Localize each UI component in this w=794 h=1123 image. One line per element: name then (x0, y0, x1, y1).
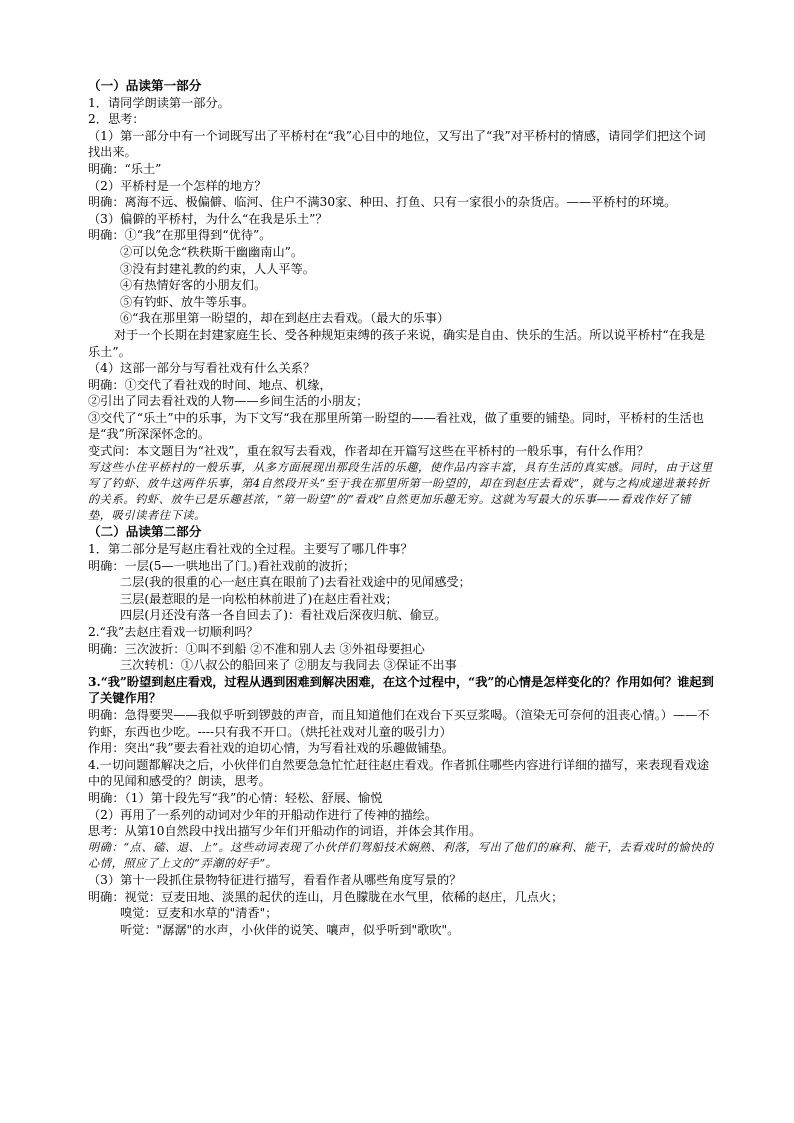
answer: 明确：（1）第十段先写“我”的心情：轻松、舒展、愉悦 (88, 790, 383, 805)
answer: 明确：视觉：豆麦田地、淡黑的起伏的连山，月色朦胧在水气里，依稀的赵庄，几点火； (88, 889, 564, 904)
question: 2.“我”去赵庄看戏一切顺利吗？ (88, 625, 259, 640)
question: 4.一切问题都解决之后，小伙伴们自然要急急忙忙赶往赵庄看戏。作者抓住哪些内容进行详细的描写，来表现看戏途中的见闻和感受的？朗读，思考。 (88, 757, 710, 789)
list-item: ④有热情好客的小朋友们。 (120, 278, 267, 293)
list-item: 二层(我的很重的心一赵庄真在眼前了)去看社戏途中的见闻感受； (120, 575, 471, 590)
answer: 明确：“乐土” (88, 161, 162, 176)
question: （3）第十一段抓住景物特征进行描写，看看作者从哪些角度写景的？ (88, 873, 462, 888)
list-item: ⑤有钓虾、放牛等乐事。 (120, 294, 255, 309)
question: （1）第一部分中有一个词既写出了平桥村在“我”心目中的地位，又写出了“我”对平桥村的情感，请同学们把这个词找出来。 (88, 128, 706, 160)
section-heading: （二）品读第二部分 (88, 524, 202, 540)
list-item: 四层(月还没有落一各自回去了)：看社戏后深夜归航、偷豆。 (120, 608, 447, 623)
answer: 作用：突出“我”要去看社戏的迫切心情，为写看社戏的乐趣做铺垫。 (88, 741, 454, 756)
answer: （2）再用了一系列的动词对少年的开船动作进行了传神的描绘。 (88, 807, 438, 822)
document-page (88, 78, 714, 939)
answer: 明确：离海不远、极偏僻、临河、住户不满30家、种田、打鱼、只有一家很小的杂货店。——平桥村的环境。 (88, 195, 677, 210)
section-heading: （一）品读第一部分 (88, 78, 202, 93)
question: 3.“我”盼望到赵庄看戏，过程从遇到困难到解决困难，在这个过程中，“我”的心情是怎样变化的？作用如何？谁起到了关键作用？ (88, 674, 714, 706)
list-item: ⑥“我在那里第一盼望的，却在到赵庄去看戏。（最大的乐事） (120, 311, 450, 326)
paragraph: 对于一个长期在封建家庭生长、受各种规矩束缚的孩子来说，确实是自由、快乐的生活。所以说平桥村“在我是乐土”。 (88, 327, 706, 359)
answer: 明确：急得要哭——我似乎听到锣鼓的声音，而且知道他们在戏台下买豆浆喝。（渲染无可奈何的沮丧心情。）——不钓虾，东西也少吃。----只有我不开口。（烘托社戏对儿童的吸引力） (88, 708, 710, 739)
question: 变式问：本文题目为“社戏”，重在叙写去看戏，作者却在开篇写这些在平桥村的一般乐事，有什么作用？ (88, 444, 649, 459)
handwritten-answer: 明确：“点、磕、退、上”。这些动词表现了小伙伴们驾船技术娴熟、利落，写出了他们的麻利、能干，去看戏时的愉快的心情，照应了上文的“弄潮的好手”。 (88, 840, 714, 870)
question: （2）平桥村是一个怎样的地方？ (88, 178, 267, 193)
answer: 听觉："潺潺"的水声，小伙伴的说笑、嚷声，似乎听到"歌吹"。 (120, 922, 460, 937)
question: 1．第二部分是写赵庄看社戏的全过程。主要写了哪几件事？ (88, 542, 413, 557)
answer: ②引出了同去看社戏的人物——乡间生活的小朋友； (88, 394, 369, 409)
paragraph: 1．请同学朗读第一部分。 (88, 95, 230, 110)
handwritten-answer: 写这些小住平桥村的一般乐事，从多方面展现出那段生活的乐趣，使作品内容丰富，具有生活的真实感。同时，由于这里写了钓虾、放牛这两件乐事，第4自然段开头“至于我在那里所第一盼望的，却在到赵庄去看戏”，就与之构成递进兼转折的关系。钓虾、放牛已是乐趣甚浓，“第一盼望”的“看戏”自然更加乐趣无穷。这就为写最大的乐事——看戏作好了铺垫，吸引读者往下读。 (88, 460, 713, 523)
answer: 嗅觉：豆麦和水草的"清香"； (120, 906, 278, 921)
answer: 明确：①交代了看社戏的时间、地点、机缘， (88, 377, 332, 392)
paragraph: 2．思考： (88, 112, 145, 127)
list-item: ②可以免念“秩秩斯干幽幽南山”。 (120, 244, 304, 259)
question: （3）偏僻的平桥村，为什么“在我是乐土”？ (88, 211, 328, 226)
question: （4）这部一部分与写看社戏有什么关系？ (88, 361, 316, 376)
answer: 明确：一层(5—一哄地出了门。)看社戏前的波折； (88, 558, 356, 573)
question: 思考：从第10自然段中找出描写少年们开船动作的词语，并体会其作用。 (88, 824, 482, 839)
answer: 三次转机：①八叔公的船回来了 ②朋友与我同去 ③保证不出事 (120, 658, 457, 673)
list-item: 三层(最惹眼的是一向松柏林前进了)在赵庄看社戏； (120, 591, 398, 606)
answer: 明确：①“我”在那里得到“优待”。 (88, 228, 272, 243)
answer: 明确：三次波折：①叫不到船 ②不准和别人去 ③外祖母要担心 (88, 641, 425, 656)
list-item: ③没有封建礼教的约束，人人平等。 (120, 261, 315, 276)
answer: ③交代了“乐土”中的乐事，为下文写“我在那里所第一盼望的——看社戏，做了重要的铺垫。同时，平桥村的生活也是“我”所深深怀念的。 (88, 410, 704, 442)
